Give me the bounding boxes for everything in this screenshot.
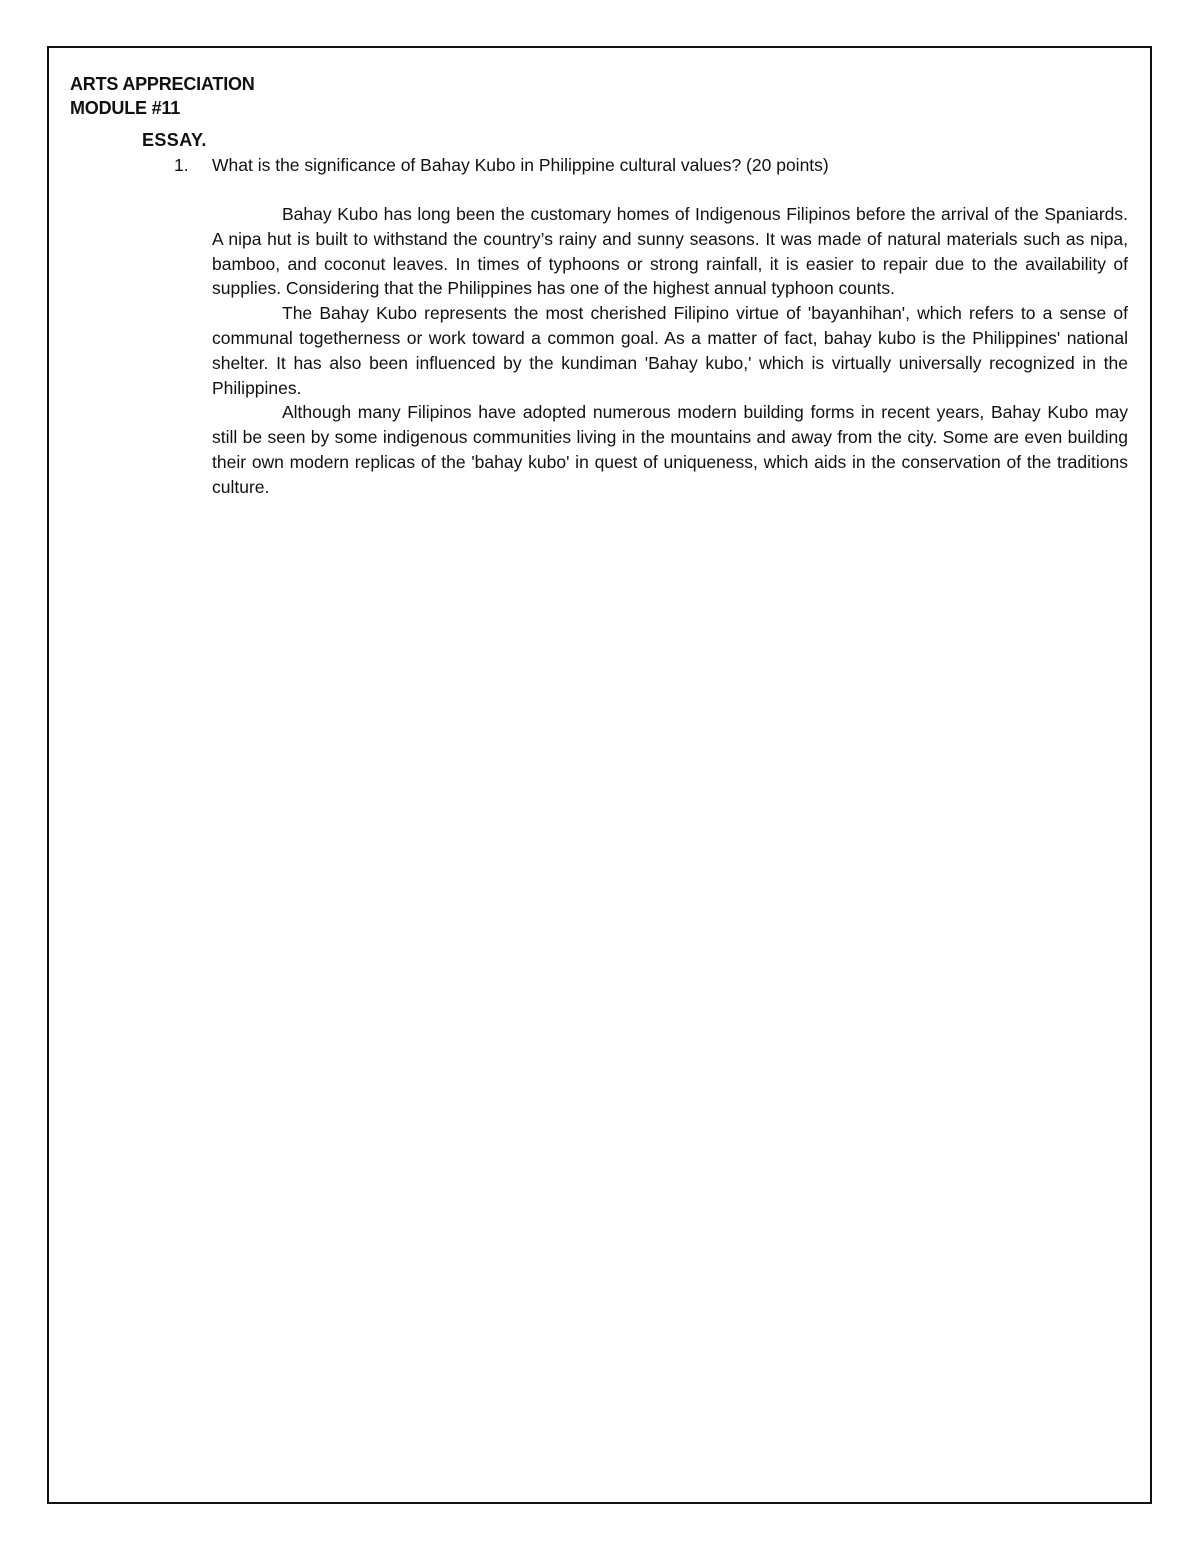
question-text: What is the significance of Bahay Kubo in Philippine cultural values? (20 points) — [212, 155, 829, 175]
essay-answer — [212, 202, 1128, 500]
answer-paragraph: Although many Filipinos have adopted numerous modern building forms in recent years, Bahay Kubo may still be seen by some indigenous communities living in the mountains and away from the city. Some are even building their own modern replicas of the 'bahay kubo' in quest of uniqueness, which aids in the conservation of the traditions culture. — [212, 402, 1128, 497]
course-title: ARTS APPRECIATION — [70, 74, 255, 94]
module-number: MODULE #11 — [70, 98, 181, 118]
document-header — [70, 72, 255, 120]
section-label: ESSAY. — [142, 130, 207, 150]
answer-paragraph: Bahay Kubo has long been the customary homes of Indigenous Filipinos before the arrival of the Spaniards. A nipa hut is built to withstand the country’s rainy and sunny seasons. It was made of natural materials such as nipa, bamboo, and coconut leaves. In times of typhoons or strong rainfall, it is easier to repair due to the availability of supplies. Considering that the Philippines has one of the highest annual typhoon counts. — [212, 204, 1128, 299]
question-number: 1. — [174, 155, 189, 175]
essay-question — [174, 153, 829, 177]
answer-paragraph: The Bahay Kubo represents the most cherished Filipino virtue of 'bayanhihan', which refers to a sense of communal togetherness or work toward a common goal. As a matter of fact, bahay kubo is the Philippines' national shelter. It has also been influenced by the kundiman 'Bahay kubo,' which is virtually universally recognized in the Philippines. — [212, 303, 1128, 398]
